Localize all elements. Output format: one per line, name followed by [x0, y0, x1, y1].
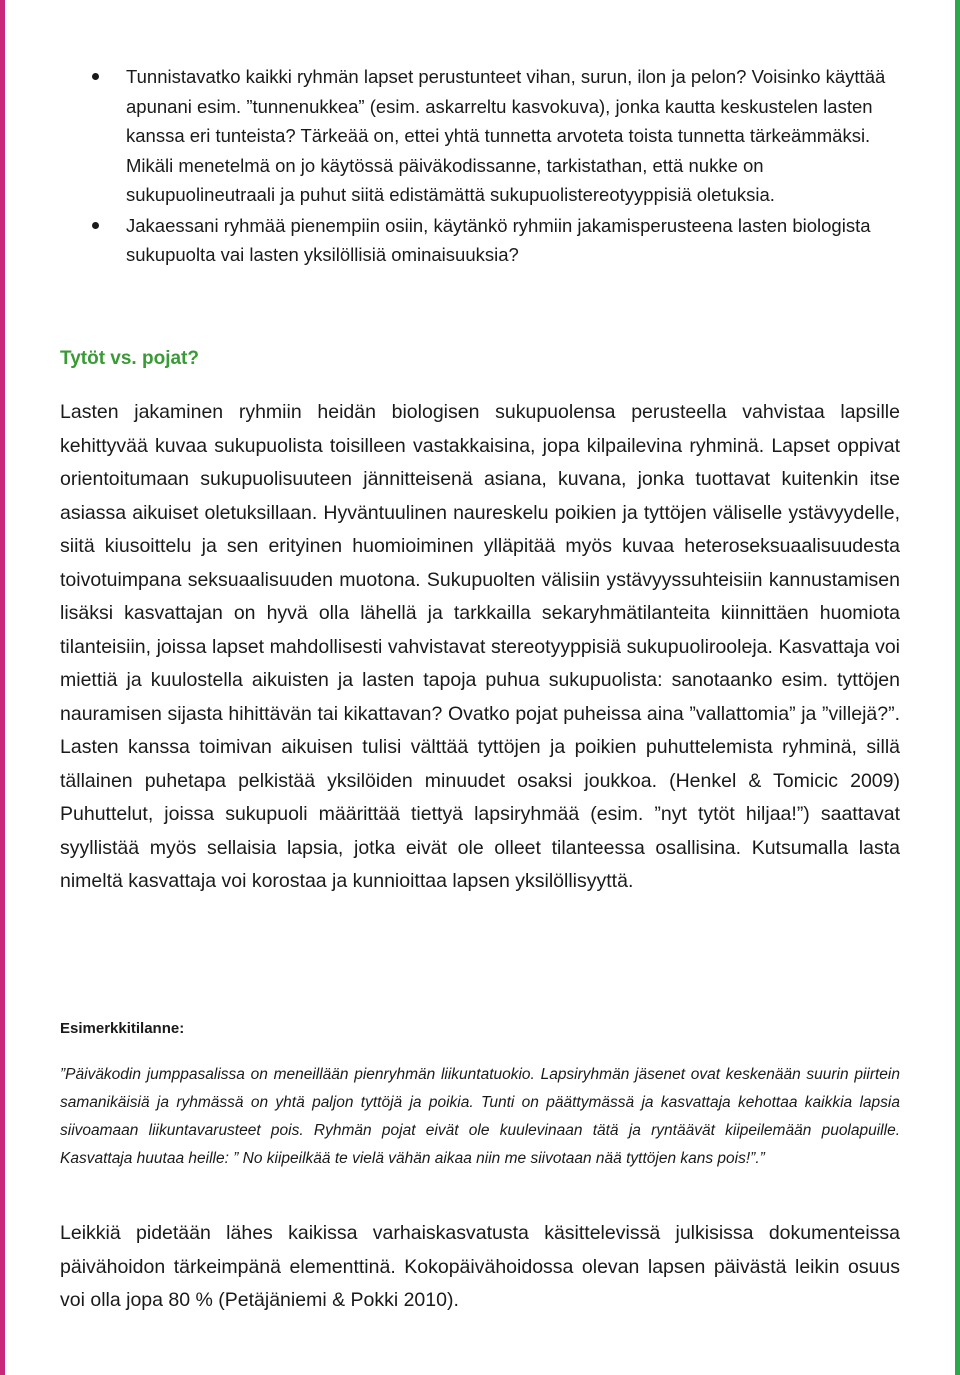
bullet-icon	[92, 73, 99, 80]
bullet-text: Tunnistavatko kaikki ryhmän lapset perustunteet vihan, surun, ilon ja pelon? Voisinko käyttää apunani esim. ”tunnenukkea” (esim. askarreltu kasvokuva), jonka kautta keskustelen lasten kanssa eri tunteista? Tärkeää on, ettei yhtä tunnetta arvoteta toista tunnetta tärkeämmäksi. Mikäli menetelmä on jo käytössä päiväkodissanne, tarkistathan, että nukke on sukupuolineutraali ja puhut siitä edistämättä sukupuolistereotyyppisiä oletuksia.	[126, 66, 886, 205]
bullet-list	[92, 62, 900, 271]
body-paragraph: Lasten jakaminen ryhmiin heidän biologisen sukupuolensa perusteella vahvistaa lapsille kehittyvää kuvaa sukupuolista toisilleen vastakkaisina, jopa kilpailevina ryhminä. Lapset oppivat orientoitumaan sukupuolisuuteen jännitteisenä asiana, kuvana, jonka tuottavat kuitenkin itse asiassa aikuiset oletuksillaan. Hyväntuulinen naureskelu poikien ja tyttöjen väliselle ystävyydelle, siitä kiusoittelu ja sen erityinen huomioiminen ylläpitää myös kuvaa heteroseksuaalisuudesta toivotuimpana seksuaalisuuden muotona. Sukupuolten välisiin ystävyyssuhteisiin kannustamisen lisäksi kasvattajan on hyvä olla lähellä ja tarkkailla sekaryhmätilanteita kiinnittäen huomiota tilanteisiin, joissa lapset mahdollisesti vahvistavat stereotyyppisiä sukupuolirooleja. Kasvattaja voi miettiä ja kuulostella aikuisten ja lasten tapoja puhua sukupuolista: sanotaanko esim. tyttöjen nauramisen sijasta hihittävän tai kikattavan? Ovatko pojat puheissa aina ”vallattomia” ja ”villejä?”. Lasten kanssa toimivan aikuisen tulisi välttää tyttöjen ja poikien puhuttelemista ryhminä, sillä tällainen puhetapa pelkistää yksilöiden minuudet osaksi joukkoa. (Henkel & Tomicic 2009) Puhuttelut, joissa sukupuoli määrittää tiettyä lapsiryhmää (esim. ”nyt tytöt hiljaa!”) saattavat syyllistää myös sellaisia lapsia, jotka eivät ole olleet tilanteessa osallisina. Kutsumalla lasta nimeltä kasvattaja voi korostaa ja kunnioittaa lapsen yksilöllisyyttä.	[60, 401, 900, 892]
example-label: Esimerkkitilanne:	[60, 1020, 185, 1037]
right-border-stripe	[955, 0, 960, 1375]
list-item	[92, 211, 900, 270]
bullet-text: Jakaessani ryhmää pienempiin osiin, käytänkö ryhmiin jakamisperusteena lasten biologista sukupuolta vai lasten yksilöllisiä ominaisuuksia?	[126, 214, 871, 265]
bullet-icon	[92, 222, 99, 229]
body-paragraph-2: Leikkiä pidetään lähes kaikissa varhaiskasvatusta käsittelevissä julkisissa dokumenteissa päivähoidon tärkeimpänä elementtinä. Kokopäivähoidossa olevan lapsen päivästä leikin osuus voi olla jopa 80 % (Petäjäniemi & Pokki 2010).	[60, 1222, 900, 1311]
section-heading: Tytöt vs. pojat?	[60, 348, 199, 369]
example-quote: ”Päiväkodin jumppasalissa on meneillään pienryhmän liikuntatuokio. Lapsiryhmän jäsenet ovat keskenään suurin piirtein samanikäisiä ja ryhmässä on yhtä paljon tyttöjä ja poikia. Tunti on päättymässä ja kasvattaja kehottaa kaikkia lapsia siivoamaan liikuntavarusteet pois. Ryhmän pojat eivät ole kuulevinaan tätä ja ryntäävät kiipeilemään puolapuille. Kasvattaja huutaa heille: ” No kiipeilkää te vielä vähän aikaa niin me siivotaan nää tyttöjen kans pois!”.”	[60, 1066, 900, 1167]
list-item	[92, 62, 900, 210]
left-border-stripe	[0, 0, 5, 1375]
